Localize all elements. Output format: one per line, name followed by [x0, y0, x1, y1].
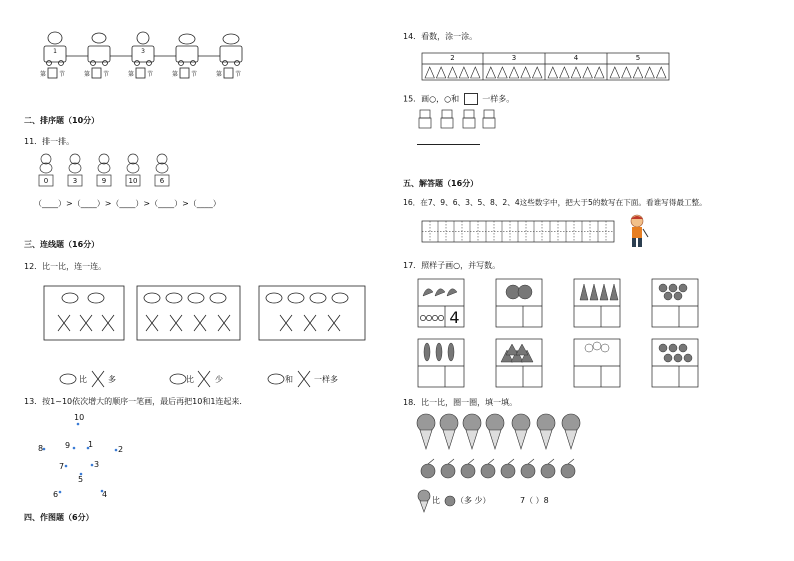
triangle-count-label: 5: [635, 54, 641, 62]
monkey-number: 9: [101, 177, 107, 185]
triangle-shape[interactable]: [571, 67, 581, 78]
train-label: 节: [147, 71, 154, 78]
dot-label: 10: [74, 413, 85, 422]
dot-label: 9: [65, 441, 71, 450]
dot-label: 6: [53, 490, 59, 499]
train-label: 节: [59, 71, 66, 78]
triangle-shape[interactable]: [532, 67, 542, 78]
dot-label: 8: [38, 444, 44, 453]
triangle-shape[interactable]: [436, 67, 445, 78]
dot-label: 4: [102, 490, 108, 499]
compare-label: 比: [79, 375, 87, 384]
train-car-number: 3: [141, 48, 145, 55]
compare-label: 比: [186, 375, 194, 384]
robot-icon: [464, 93, 478, 105]
compare-label: 和: [285, 375, 293, 384]
writing-grid[interactable]: [421, 220, 616, 244]
triangle-shape[interactable]: [486, 67, 496, 78]
dot-label: 5: [78, 475, 84, 484]
monkeys-illustration: [34, 153, 174, 189]
triangle-shape[interactable]: [521, 67, 531, 78]
train-label: 第: [84, 71, 91, 78]
section-title-sorting: 二、排序题（10分）: [24, 116, 100, 125]
monkey-number: 3: [72, 177, 78, 185]
dot-label: 2: [118, 445, 124, 454]
q17-grid[interactable]: [417, 278, 707, 393]
train-illustration: [40, 28, 250, 80]
triangle-shape[interactable]: [498, 67, 508, 78]
question-15-end: 一样多。: [482, 94, 515, 104]
sort-answer-line[interactable]: （____）>（____）>（____）>（____）>（____）: [34, 199, 221, 208]
triangle-shape[interactable]: [548, 67, 558, 78]
train-label: 节: [235, 71, 242, 78]
question-15: [403, 93, 514, 105]
q18-compare-word: 比: [432, 496, 440, 505]
compare-row: [58, 369, 358, 389]
triangle-shape[interactable]: [560, 67, 570, 78]
train-label: 第: [172, 71, 179, 78]
dot-label: 3: [94, 460, 100, 469]
triangle-shape[interactable]: [509, 67, 519, 78]
question-18: 18．比一比，圈一圈，填一填。: [403, 398, 518, 407]
triangle-shape[interactable]: [583, 67, 593, 78]
dot-label: 7: [59, 462, 65, 471]
monkey-number: 6: [159, 177, 165, 185]
q18-choice[interactable]: （多 少）: [456, 496, 491, 505]
q18-number-compare[interactable]: 7（ ）8: [520, 496, 549, 505]
question-12: 12．比一比，连一连。: [24, 262, 107, 271]
cherry-row: [418, 458, 583, 480]
monkey-number: 0: [43, 177, 49, 185]
triangle-shape[interactable]: [459, 67, 468, 78]
section-title-solving: 五、解答题（16分）: [403, 179, 479, 188]
triangle-shape[interactable]: [448, 67, 457, 78]
triangle-count-label: 4: [573, 54, 579, 62]
question-11: 11．排一排。: [24, 137, 75, 146]
train-label: 第: [216, 71, 223, 78]
q18-answer-row[interactable]: [416, 489, 586, 513]
triangle-shape[interactable]: [656, 67, 666, 78]
train-label: 节: [103, 71, 110, 78]
triangle-shape[interactable]: [594, 67, 604, 78]
question-15-text: 15．画○，○和: [403, 94, 460, 104]
compare-label: 多: [108, 375, 116, 384]
triangle-shape[interactable]: [471, 67, 480, 78]
triangle-count-label: 3: [511, 54, 517, 62]
question-17: 17．照样子画○，并写数。: [403, 261, 501, 270]
compare-label: 少: [215, 375, 223, 384]
dot-label: 1: [88, 440, 94, 449]
question-14: 14．看数，涂一涂。: [403, 32, 478, 41]
triangle-shape[interactable]: [633, 67, 643, 78]
train-label: 第: [128, 71, 135, 78]
triangle-table[interactable]: [421, 52, 671, 82]
section-title-drawing: 四、作图题（6分）: [24, 513, 94, 522]
triangle-shape[interactable]: [610, 67, 620, 78]
icecream-row: [414, 413, 589, 453]
triangle-shape[interactable]: [622, 67, 632, 78]
dot-to-dot[interactable]: [30, 410, 140, 505]
triangle-shape[interactable]: [425, 67, 434, 78]
robots-illustration: [417, 108, 497, 130]
train-car-number: 1: [53, 48, 57, 55]
compare-label: 一样多: [314, 375, 338, 384]
train-label: 节: [191, 71, 198, 78]
bee-dragonfly-groups: [40, 283, 370, 343]
question-16: 16．在7、9、6、3、5、8、2、4这些数字中，把大于5的数写在下面。看谁写得最工整。: [403, 198, 707, 207]
section-title-matching: 三、连线题（16分）: [24, 240, 100, 249]
triangle-count-label: 2: [450, 54, 455, 62]
triangle-shape[interactable]: [645, 67, 655, 78]
q15-answer-line[interactable]: [417, 144, 480, 145]
example-number: 4: [449, 308, 460, 327]
question-13: 13．按1~10依次增大的顺序一笔画，最后再把10和1连起来．: [24, 397, 248, 406]
boy-illustration: [624, 213, 650, 249]
monkey-number: 10: [128, 177, 138, 185]
train-label: 第: [40, 71, 47, 78]
